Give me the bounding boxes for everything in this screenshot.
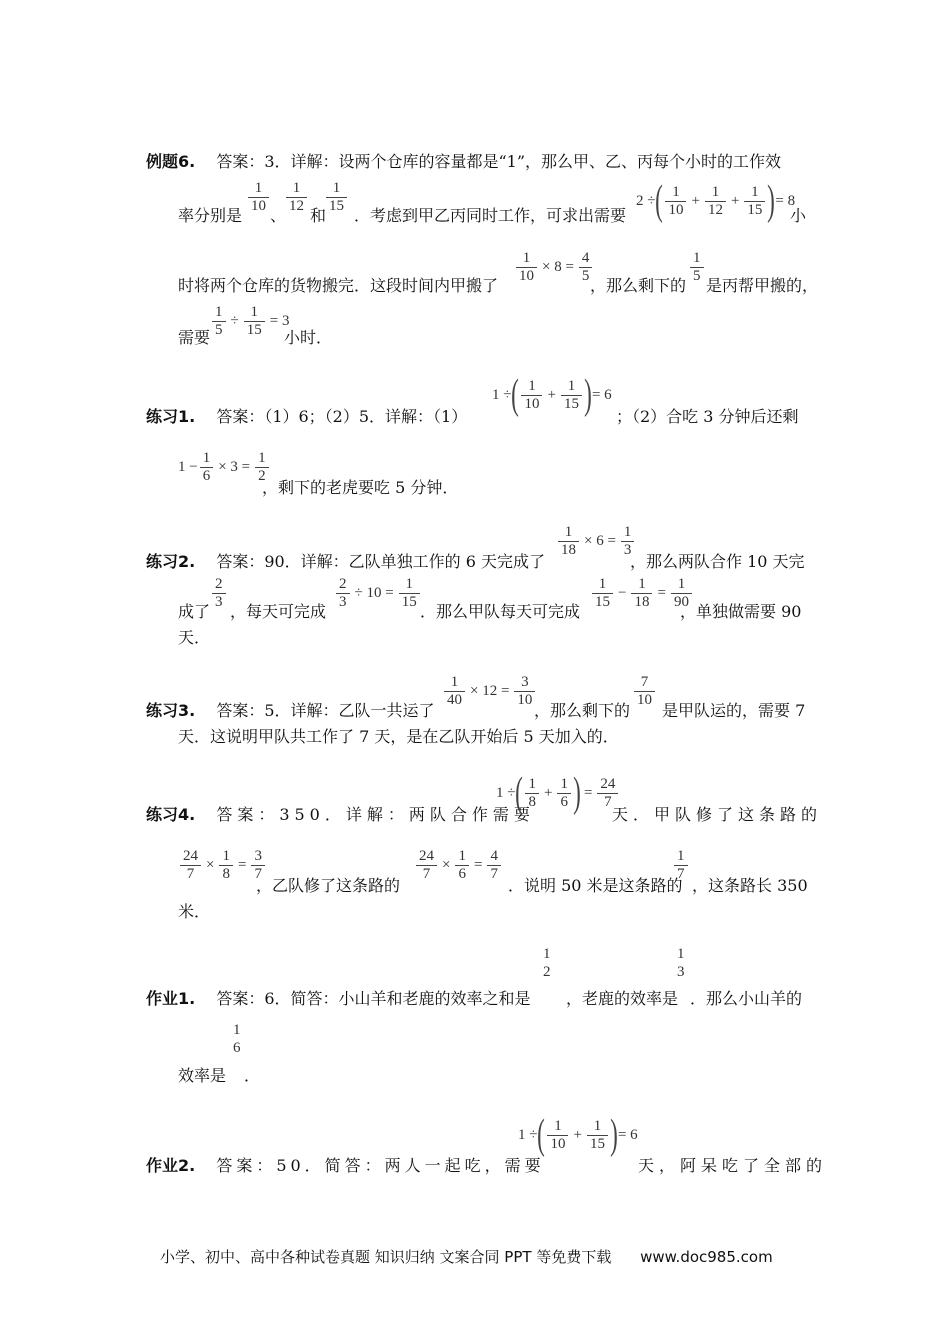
fraction-1-3: 1 3: [677, 946, 685, 980]
fraction-1-12: $\frac{1}{12}$: [284, 180, 309, 215]
fraction-1-6: 1 6: [233, 1022, 241, 1056]
formula-p4-jia-share: $\frac{24}{7}$ × $\frac{1}{8}$ = $\frac{3}{7}$: [178, 848, 267, 883]
practice2-line1: 练习2. 答案：90．详解：乙队单独工作的 6 天完成了: [146, 552, 546, 571]
formula-p1-remaining: 1 − $\frac{1}{6}$ × 3 = $\frac{1}{2}$: [178, 450, 271, 485]
formula-p2-daily: $\frac{2}{3}$ ÷ 10 = $\frac{1}{15}$: [334, 576, 422, 611]
fraction-1-5: $\frac{1}{5}$: [688, 250, 706, 285]
homework2-line1: 作业2. 答案：50．简答：两人一起吃，需要: [146, 1156, 545, 1175]
practice1-line1: 练习1. 答案：（1）6；（2）5．详解：（1）: [146, 407, 468, 426]
fraction-1-2: 1 2: [543, 946, 551, 980]
formula-p4-together: 1 ÷ ( $\frac{1}{8}$ + $\frac{1}{6}$ ) = $\frac{24}{7}$: [496, 772, 620, 814]
formula-hw2-together: 1 ÷ ( $\frac{1}{10}$ + $\frac{1}{15}$ ) = 6: [518, 1112, 638, 1158]
formula-p1-part1: 1 ÷ ( $\frac{1}{10}$ + $\frac{1}{15}$ ) = 6: [492, 372, 612, 418]
formula-p2-jia-daily: $\frac{1}{15}$ − $\frac{1}{18}$ = $\frac{1}{90}$: [590, 576, 694, 611]
page-footer: [160, 1246, 773, 1267]
formula-p3-yi-moved: $\frac{1}{40}$ × 12 = $\frac{3}{10}$: [442, 674, 537, 709]
practice4-label: 练习4.: [146, 805, 196, 824]
formula-p4-yi-share: $\frac{24}{7}$ × $\frac{1}{6}$ = $\frac{4}{7}$: [414, 848, 503, 883]
fraction-2-3: $\frac{2}{3}$: [210, 576, 228, 611]
homework1-line1: 作业1. 答案：6．简答：小山羊和老鹿的效率之和是: [146, 989, 531, 1008]
practice4-line1: 练习4. 答案：350．详解：两队合作需要: [146, 805, 535, 824]
formula-need-hours: $\frac{1}{5}$ ÷ $\frac{1}{15}$ = 3: [210, 304, 292, 339]
fraction-1-10: $\frac{1}{10}$: [246, 180, 271, 215]
practice3-line1: 练习3. 答案：5．详解：乙队一共运了: [146, 701, 435, 720]
fraction-1-7: $\frac{1}{7}$: [672, 848, 690, 883]
practice1-label: 练习1.: [146, 407, 196, 426]
homework1-label: 作业1.: [146, 989, 196, 1008]
practice2-label: 练习2.: [146, 552, 196, 571]
footer-text: 小学、初中、高中各种试卷真题 知识归纳 文案合同 PPT 等免费下载: [160, 1248, 612, 1266]
homework2-label: 作业2.: [146, 1156, 196, 1175]
fraction-1-15: $\frac{1}{15}$: [324, 180, 349, 215]
footer-link[interactable]: www.doc985.com: [640, 1248, 773, 1266]
fraction-7-10: $\frac{7}{10}$: [632, 674, 657, 709]
practice3-label: 练习3.: [146, 701, 196, 720]
formula-p2-yi-done: $\frac{1}{18}$ × 6 = $\frac{1}{3}$: [556, 524, 636, 559]
example6-line1: 例题6. 答案：3．详解：设两个仓库的容量都是“1”，那么甲、乙、丙每个小时的工作效: [146, 152, 782, 171]
example6-label: 例题6.: [146, 152, 196, 171]
formula-jia-moved: $\frac{1}{10}$ × 8 = $\frac{4}{5}$: [514, 250, 594, 285]
formula-total-hours: 2 ÷ ( $\frac{1}{10}$ + $\frac{1}{12}$ + $\frac{1}{15}$ ) = 8: [636, 178, 796, 224]
